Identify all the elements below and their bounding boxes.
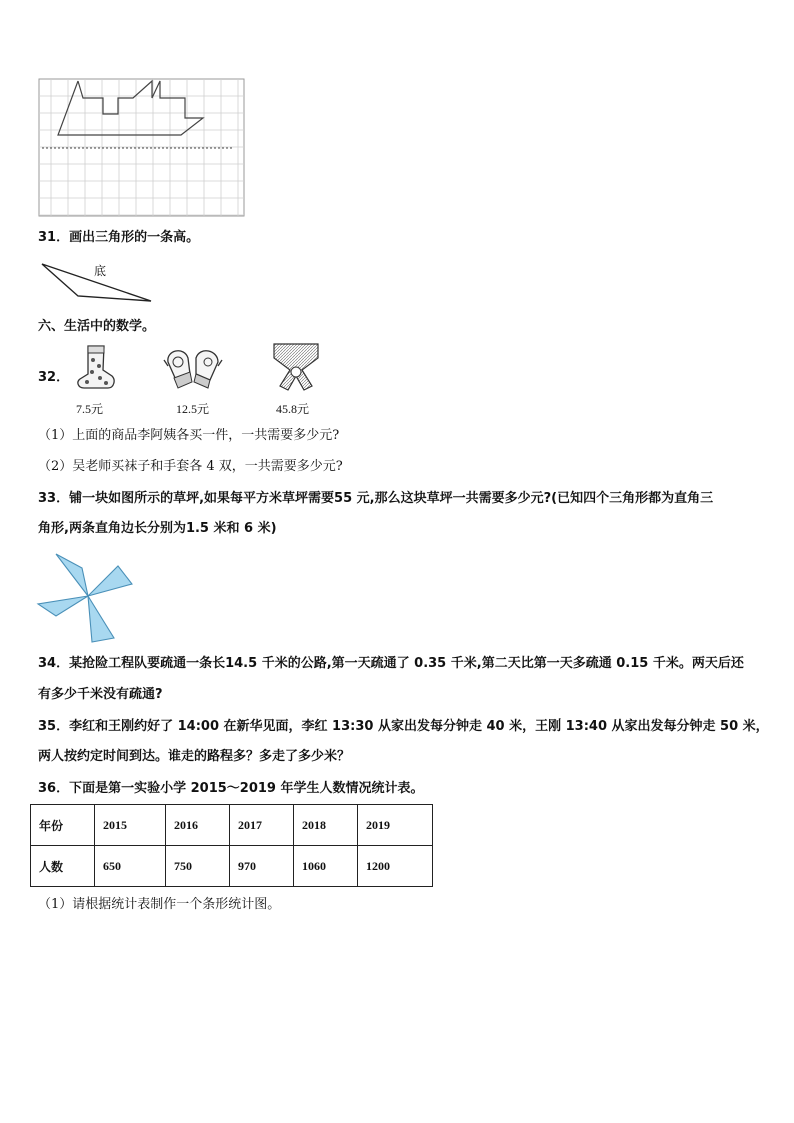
q35-line2: 两人按约定时间到达。谁走的路程多？多走了多少米？: [38, 749, 351, 764]
table-row-year: [31, 805, 433, 846]
q32-number: 32．: [38, 370, 70, 385]
table-cell: 970: [230, 846, 294, 887]
table-cell: 750: [166, 846, 230, 887]
q34-line1: 34．某抢险工程队要疏通一条长14.5 千米的公路,第一天疏通了 0.35 千米,第二天比第一天多疏通 0.15 千米。两天后还: [38, 656, 744, 671]
table-cell: 2017: [230, 805, 294, 846]
scarf-price: 45.8元: [276, 402, 310, 416]
table-cell: 人数: [31, 846, 95, 887]
table-cell: 2016: [166, 805, 230, 846]
table-cell: 1200: [358, 846, 433, 887]
mittens-price: 12.5元: [176, 402, 210, 416]
table-cell: 年份: [31, 805, 95, 846]
scarf-icon: [268, 340, 324, 392]
q31-text: 31．画出三角形的一条高。: [38, 230, 200, 245]
q36-sub1: （1）请根据统计表制作一个条形统计图。: [38, 897, 281, 912]
q36-text: 36．下面是第一实验小学 2015～2019 年学生人数情况统计表。: [38, 781, 424, 796]
q33-line2: 角形,两条直角边长分别为1.5 米和 6 米): [38, 521, 277, 536]
triangle-base-label: 底: [94, 264, 107, 278]
q32-sub2: （2）吴老师买袜子和手套各 4 双，一共需要多少元?: [38, 459, 343, 474]
table-row-count: [31, 846, 433, 887]
table-cell: 1060: [294, 846, 358, 887]
pinwheel-lawn-figure: [36, 550, 136, 646]
q34-line2: 有多少千米没有疏通?: [38, 687, 163, 702]
mittens-icon: [162, 344, 224, 392]
sock-price: 7.5元: [76, 402, 104, 416]
q32-sub1: （1）上面的商品李阿姨各买一件，一共需要多少元?: [38, 428, 340, 443]
student-count-table: [30, 804, 433, 887]
sock-icon: [70, 342, 120, 392]
table-cell: 2018: [294, 805, 358, 846]
table-cell: 650: [95, 846, 166, 887]
grid-boat-figure: [38, 78, 246, 218]
section6-title: 六、生活中的数学。: [38, 319, 156, 334]
q33-line1: 33．铺一块如图所示的草坪,如果每平方米草坪需要55 元,那么这块草坪一共需要多少元?(已知四个三角形都为直角三: [38, 491, 714, 506]
q35-line1: 35．李红和王刚约好了 14:00 在新华见面，李红 13:30 从家出发每分钟走 40 米，王刚 13:40 从家出发每分钟走 50 米，: [38, 719, 769, 734]
table-cell: 2015: [95, 805, 166, 846]
table-cell: 2019: [358, 805, 433, 846]
